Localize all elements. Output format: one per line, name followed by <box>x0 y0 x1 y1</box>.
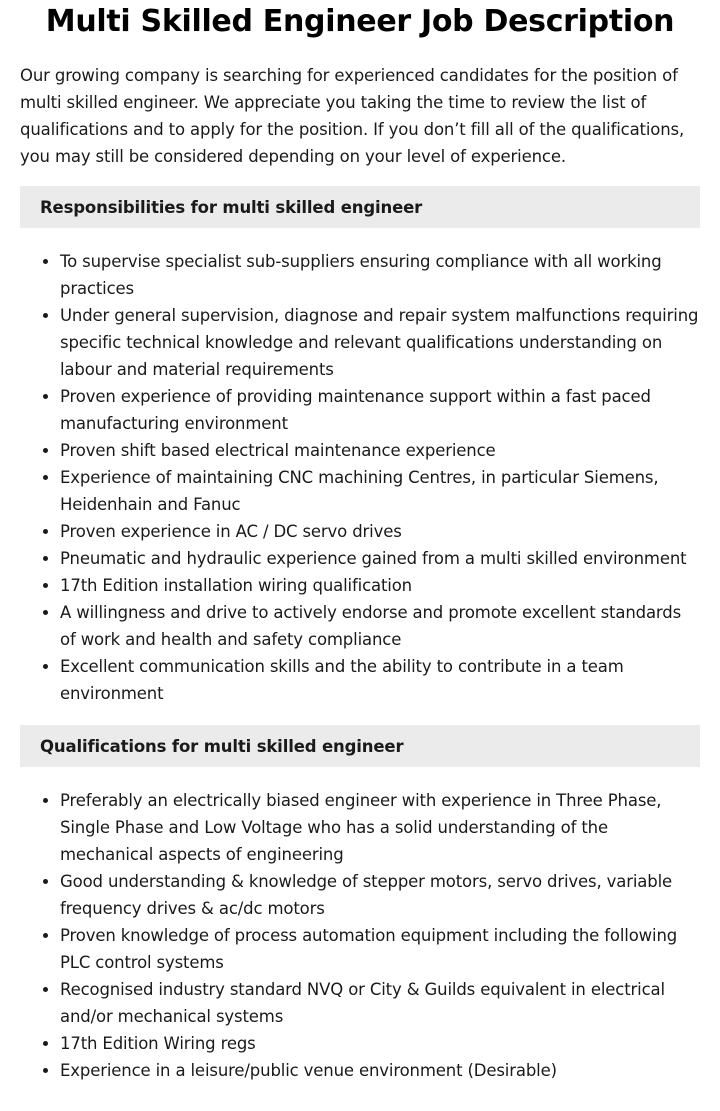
list-item: • Proven shift based electrical maintenance experience <box>60 437 700 464</box>
list-item: • Proven knowledge of process automation equipment including the following PLC control systems <box>60 922 700 976</box>
page-title: Multi Skilled Engineer Job Description <box>45 4 675 39</box>
responsibilities-heading: Responsibilities for multi skilled engineer <box>40 197 423 217</box>
list-item: • Good understanding & knowledge of stepper motors, servo drives, variable frequency drives & ac/dc motors <box>60 868 700 922</box>
list-item: • Preferably an electrically biased engineer with experience in Three Phase, Single Phase and Low Voltage who has a solid understanding of the mechanical aspects of engineering <box>60 787 700 868</box>
qualifications-header <box>20 725 700 767</box>
list-item: • Pneumatic and hydraulic experience gained from a multi skilled environment <box>60 545 700 572</box>
list-item: • 17th Edition Wiring regs <box>60 1030 700 1057</box>
qualifications-list <box>20 787 700 1084</box>
intro-paragraph: Our growing company is searching for experienced candidates for the position of multi skilled engineer. We appreciate you taking the time to review the list of qualifications and to apply for the position. If you don’t fill all of the qualifications, you may still be considered depending on your level of experience. <box>20 66 685 166</box>
list-item: • Experience of maintaining CNC machining Centres, in particular Siemens, Heidenhain and Fanuc <box>60 464 700 518</box>
list-item: • Under general supervision, diagnose and repair system malfunctions requiring specific technical knowledge and relevant qualifications understanding on labour and material requirements <box>60 302 700 383</box>
responsibilities-header <box>20 186 700 228</box>
list-item: • 17th Edition installation wiring qualification <box>60 572 700 599</box>
list-item: • Experience in a leisure/public venue environment (Desirable) <box>60 1057 700 1084</box>
list-item: • A willingness and drive to actively endorse and promote excellent standards of work and health and safety compliance <box>60 599 700 653</box>
list-item: • Proven experience of providing maintenance support within a fast paced manufacturing environment <box>60 383 700 437</box>
qualifications-heading: Qualifications for multi skilled engineer <box>40 736 404 756</box>
list-item: • Proven experience in AC / DC servo drives <box>60 518 700 545</box>
responsibilities-list <box>20 248 700 707</box>
list-item: • To supervise specialist sub-suppliers ensuring compliance with all working practices <box>60 248 700 302</box>
list-item: • Excellent communication skills and the ability to contribute in a team environment <box>60 653 700 707</box>
list-item: • Recognised industry standard NVQ or City & Guilds equivalent in electrical and/or mechanical systems <box>60 976 700 1030</box>
